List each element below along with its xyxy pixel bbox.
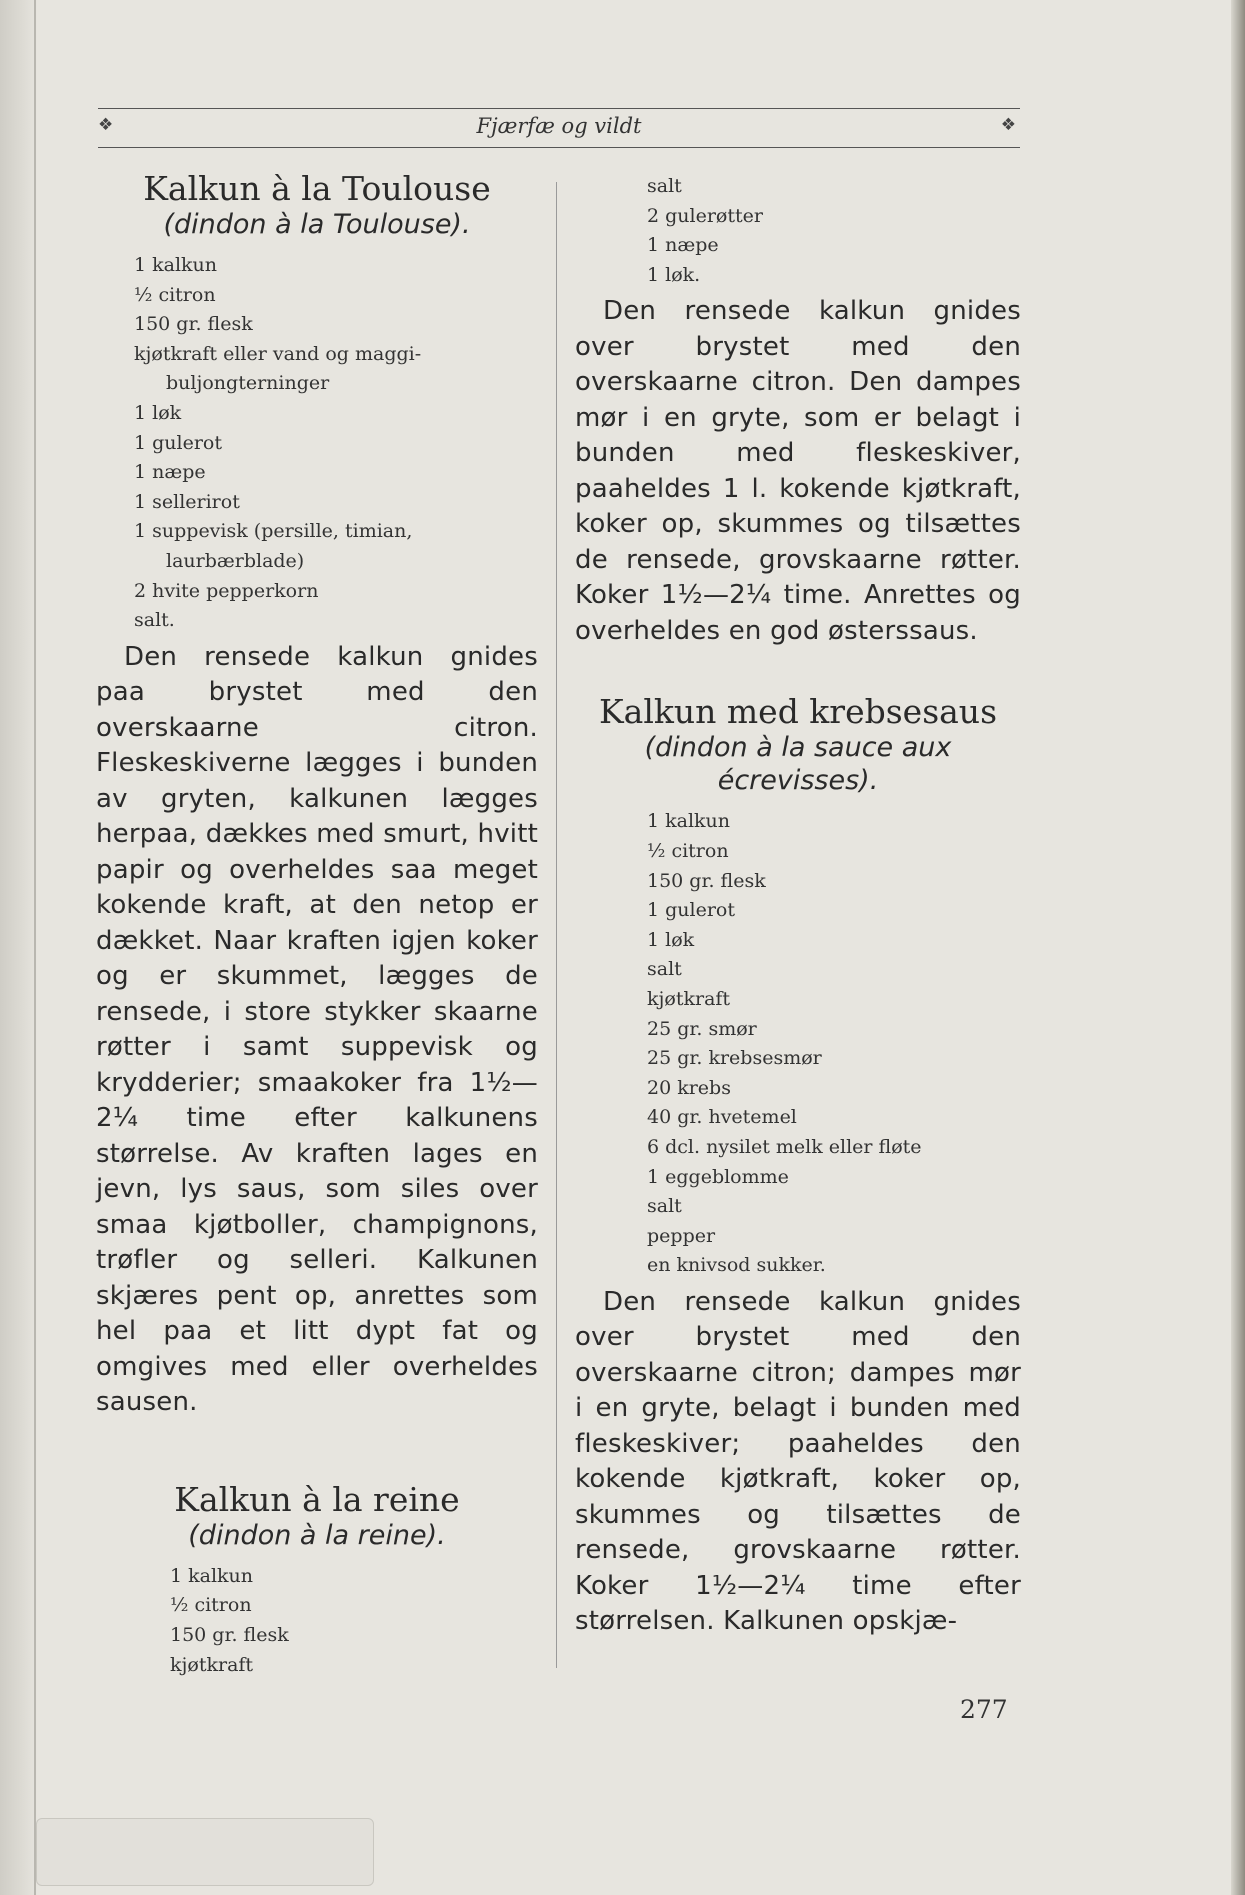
book-spine-edge bbox=[1231, 0, 1245, 1895]
ingredient: 25 gr. krebsesmør bbox=[647, 1047, 822, 1070]
ingredient: 1 løk bbox=[647, 928, 695, 951]
ingredient: 1 gulerot bbox=[134, 431, 223, 454]
ingredient: 2 hvite pepperkorn bbox=[134, 579, 319, 602]
ingredient: 1 gulerot bbox=[647, 899, 736, 922]
ingredient: ½ citron bbox=[647, 839, 729, 862]
ingredient: 150 gr. flesk bbox=[170, 1623, 289, 1646]
recipe-title: Kalkun à la Toulouse bbox=[143, 169, 491, 208]
ingredient-list bbox=[96, 251, 538, 636]
recipe-instructions: Den rensede kalkun gnides over brystet med den overskaarne citron; dampes mør i en gryte, belagt i bunden med fleskeskiver; paaheldes den kokende kjøtkraft, koker op, skummes og tilsættes de rensede, grovskaarne røtter. Koker 1½—2¼ time efter størrelsen. Kalkunen opskjæ- bbox=[575, 1286, 1021, 1637]
ingredient: 1 næpe bbox=[134, 461, 206, 484]
ingredient: salt bbox=[647, 1195, 682, 1218]
ingredient: salt bbox=[647, 958, 682, 981]
ingredient: ½ citron bbox=[134, 283, 216, 306]
ingredient-list bbox=[575, 807, 1021, 1281]
ingredient: laurbærblade) bbox=[166, 549, 305, 572]
ingredient-list bbox=[575, 172, 1021, 290]
ingredient: 1 suppevisk (persille, timian, bbox=[134, 520, 413, 543]
ingredient: 1 løk. bbox=[647, 263, 701, 286]
recipe-subtitle: (dindon à la reine). bbox=[188, 1519, 446, 1551]
ingredient: 1 kalkun bbox=[647, 810, 731, 833]
ingredient: buljongterninger bbox=[166, 372, 330, 395]
page-edge bbox=[0, 0, 38, 1895]
ingredient: 150 gr. flesk bbox=[134, 313, 253, 336]
right-column bbox=[575, 170, 1021, 1640]
column-divider bbox=[556, 182, 557, 1668]
recipe-title: Kalkun med krebsesaus bbox=[599, 692, 997, 732]
recipe-instructions: Den rensede kalkun gnides over brystet med den overskaarne citron. Den dampes mør i en gryte, som er belagt i bunden med fleskeskiver, paaheldes 1 l. kokende kjøtkraft, koker op, skummes og tilsættes de rensede, grovskaarne røtter. Koker 1½—2¼ time. Anrettes og overheldes en god østerssaus. bbox=[575, 296, 1021, 646]
ornament-icon: ❖ bbox=[98, 115, 114, 135]
ingredient: 1 kalkun bbox=[134, 254, 218, 276]
ingredient: 20 krebs bbox=[647, 1076, 731, 1099]
header-title: Fjærfæ og vildt bbox=[476, 114, 642, 138]
ingredient: 40 gr. hvetemel bbox=[647, 1106, 797, 1129]
ingredient: 1 sellerirot bbox=[134, 490, 240, 513]
ingredient: salt. bbox=[134, 609, 175, 632]
recipe-subtitle: (dindon à la Toulouse). bbox=[163, 209, 471, 240]
ingredient: salt bbox=[647, 175, 682, 197]
page-number: 277 bbox=[960, 1695, 1008, 1724]
ornament-icon: ❖ bbox=[1000, 115, 1016, 135]
ingredient: kjøtkraft bbox=[647, 987, 731, 1010]
ingredient: 25 gr. smør bbox=[647, 1017, 757, 1040]
recipe-instructions: Den rensede kalkun gnides paa brystet med den overskaarne citron. Fleskeskiverne lægges i bunden av gryten, kalkunen lægges herpaa, dækkes med smurt, hvitt papir og overheldes saa meget kokende kraft, at den netop er dækket. Naar kraften igjen koker og er skummet, lægges de rensede, i store stykker skaarne røtter i samt suppevisk og krydderier; smaakoker fra 1½—2¼ time efter kalkunens størrelse. Av kraften lages en jevn, lys saus, som siles over smaa kjøtboller, champignons, trøfler og selleri. Kalkunen skjæres pent op, anrettes som hel paa et litt dypt fat og omgives med eller overheldes sausen. bbox=[96, 641, 538, 1418]
ingredient: ½ citron bbox=[170, 1594, 252, 1617]
ingredient: kjøtkraft bbox=[170, 1653, 254, 1676]
ingredient: pepper bbox=[647, 1224, 716, 1247]
ingredient: kjøtkraft eller vand og maggi- bbox=[134, 342, 422, 365]
recipe-title: Kalkun à la reine bbox=[174, 1479, 460, 1519]
page-edge-line bbox=[34, 0, 36, 1895]
ingredient: en knivsod sukker. bbox=[647, 1254, 826, 1277]
ingredient: 1 kalkun bbox=[170, 1564, 254, 1587]
ingredient: 1 eggeblomme bbox=[647, 1165, 789, 1188]
left-column bbox=[96, 170, 538, 1684]
recipe-subtitle: (dindon à la sauce aux écrevisses). bbox=[644, 732, 952, 797]
page-tab-mark bbox=[36, 1818, 374, 1886]
running-header bbox=[98, 108, 1020, 148]
ingredient-list bbox=[96, 1562, 538, 1680]
ingredient: 1 næpe bbox=[647, 234, 719, 257]
ingredient: 2 gulerøtter bbox=[647, 204, 763, 227]
ingredient: 150 gr. flesk bbox=[647, 869, 766, 892]
ingredient: 6 dcl. nysilet melk eller fløte bbox=[647, 1135, 922, 1158]
ingredient: 1 løk bbox=[134, 401, 182, 424]
